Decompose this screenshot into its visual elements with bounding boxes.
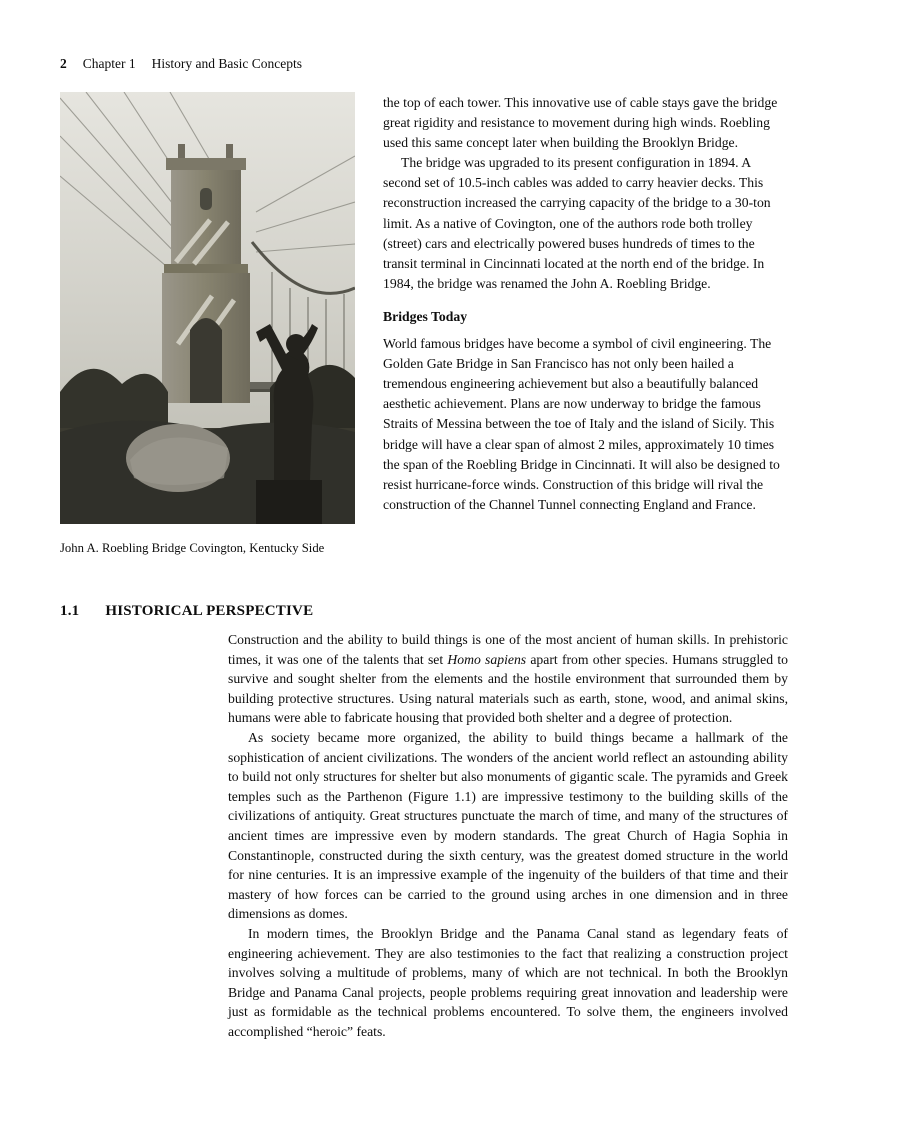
chapter-title: History and Basic Concepts <box>151 56 302 71</box>
body-paragraph-2: As society became more organized, the ability to build things became a hallmark of the sophistication of ancient civilizations. The wonders of the ancient world reflect an astounding ability to build not only structures for shelter but also monuments of gigantic scale. The pyramids and Greek temples such as the Parthenon (Figure 1.1) are impressive testimony to the building skills of the civilizations of antiquity. Great structures punctuate the march of time, and many of the structures of ancient times are impressive even by modern standards. The great Church of Hagia Sophia in Constantinople, constructed during the sixth century, was the greatest domed structure in the world for nine centuries. It is an impressive example of the ingenuity of the builders of that time and their mastery of how forces can be carried to the ground using arches in one dimension and in three dimensions as domes. <box>228 729 788 922</box>
bridge-photo-svg <box>60 92 355 524</box>
subheading-bridges-today: Bridges Today <box>383 308 468 324</box>
right-paragraph-3: World famous bridges have become a symbol of civil engineering. The Golden Gate Bridge in San Francisco has not only been hailed a tremendous engineering achievement but also a beautifully balanced aesthetic achievement. Plans are now underway to bridge the famous Straits of Messina between the toe of Italy and the island of Sicily. This bridge will have a clear span of almost 2 miles, approximately 10 times the span of the Roebling Bridge in Cincinnati. It will also be designed to resist hurricane-force winds. Construction of this bridge will rival the construction of the Channel Tunnel connecting England and France. <box>383 336 780 512</box>
section-number: 1.1 <box>60 603 80 619</box>
right-paragraph-1: the top of each tower. This innovative use of cable stays gave the bridge great rigidity and resistance to movement during high winds. Roebling used this same concept later when building the Brooklyn Bridge. <box>383 95 778 151</box>
running-head <box>60 56 302 72</box>
right-column <box>383 93 788 515</box>
chapter-label: Chapter 1 <box>82 56 136 71</box>
body-paragraph-1 <box>228 630 788 728</box>
figure-caption: John A. Roebling Bridge Covington, Kentucky Side <box>60 541 325 555</box>
italic-term-homo-sapiens: Homo sapiens <box>447 651 527 667</box>
body-text-block <box>228 630 788 1041</box>
section-heading <box>60 603 313 620</box>
boulder <box>126 424 230 492</box>
body-paragraph-1-text-a: Construction and the ability to build things is one of the most ancient of human skills. In prehistoric times, it was one of the talents that set <box>228 632 788 667</box>
section-title: HISTORICAL PERSPECTIVE <box>105 603 314 619</box>
bridge-photo <box>60 92 355 524</box>
page-number: 2 <box>60 56 67 71</box>
bridge-tower <box>162 144 250 403</box>
right-paragraph-2: The bridge was upgraded to its present configuration in 1894. A second set of 10.5-inch cables was added to carry heavier decks. This reconstruction increased the carrying capacity of the bridge to a 30-ton limit. As a native of Covington, one of the authors rode both trolley (street) cars and electrically powered buses hundreds of times to the transit terminal in Cincinnati located at the north end of the bridge. In 1984, the bridge was renamed the John A. Roebling Bridge. <box>383 155 771 291</box>
body-paragraph-3: In modern times, the Brooklyn Bridge and the Panama Canal stand as legendary feats of engineering achievement. They are also testimonies to the fact that realizing a construction project involves solving a multitude of problems, many of which are not technical. In both the Brooklyn Bridge and Panama Canal projects, people problems requiring great innovation and leadership were just as formidable as the technical problems encountered. To solve them, the engineers involved accomplished “heroic” feats. <box>228 925 788 1039</box>
body-paragraph-1-text-c: apart from other species. Humans struggled to survive and sought shelter from the elements and the hostile environment that surrounded them by building protective structures. Using natural materials such as earth, stone, wood, and animal skins, humans were able to fabricate housing that provided both shelter and a degree of protection. <box>228 651 788 726</box>
